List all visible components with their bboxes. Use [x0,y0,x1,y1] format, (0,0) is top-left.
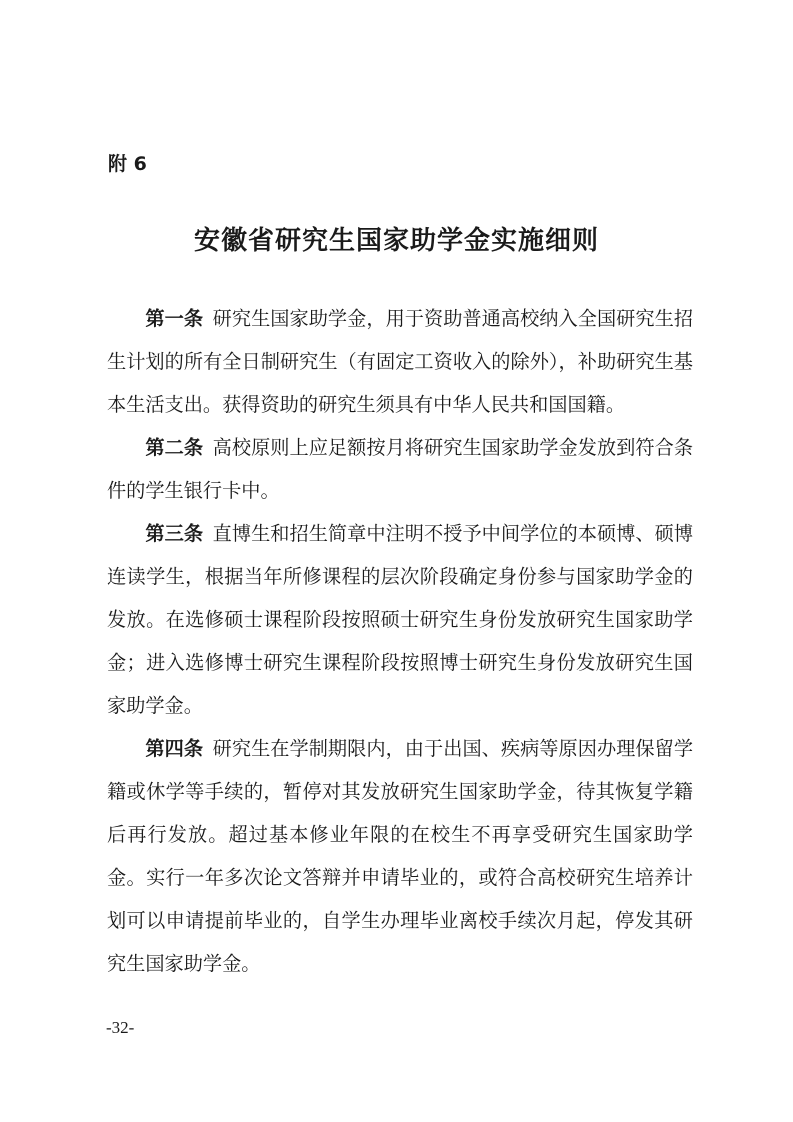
page-number: -32- [106,1018,135,1037]
article-1-text: 研究生国家助学金，用于资助普通高校纳入全国研究生招生计划的所有全日制研究生（有固定工资收入的除外），补助研究生基本生活支出。获得资助的研究生须具有中华人民共和国国籍。 [107,307,694,416]
article-3 [107,512,693,727]
article-3-text: 直博生和招生简章中注明不授予中间学位的本硕博、硕博连读学生，根据当年所修课程的层次阶段确定身份参与国家助学金的发放。在选修硕士课程阶段按照硕士研究生身份发放研究生国家助学金；进入选修博士研究生课程阶段按照博士研究生身份发放研究生国家助学金。 [107,522,694,717]
article-1-heading: 第一条 [145,307,204,330]
article-4 [107,727,693,985]
article-1 [107,297,693,426]
article-4-text: 研究生在学制期限内，由于出国、疾病等原因办理保留学籍或休学等手续的，暂停对其发放研究生国家助学金，待其恢复学籍后再行发放。超过基本修业年限的在校生不再享受研究生国家助学金。实行一年多次论文答辩并申请毕业的，或符合高校研究生培养计划可以申请提前毕业的，自学生办理毕业离校手续次月起，停发其研究生国家助学金。 [107,737,694,975]
article-2 [107,426,693,512]
article-2-heading: 第二条 [145,436,204,459]
article-3-heading: 第三条 [145,522,204,545]
document-body [107,297,693,985]
attachment-label: 附 6 [108,153,147,175]
document-title: 安徽省研究生国家助学金实施细则 [193,226,599,256]
article-2-text: 高校原则上应足额按月将研究生国家助学金发放到符合条件的学生银行卡中。 [107,436,694,502]
article-4-heading: 第四条 [145,737,204,760]
